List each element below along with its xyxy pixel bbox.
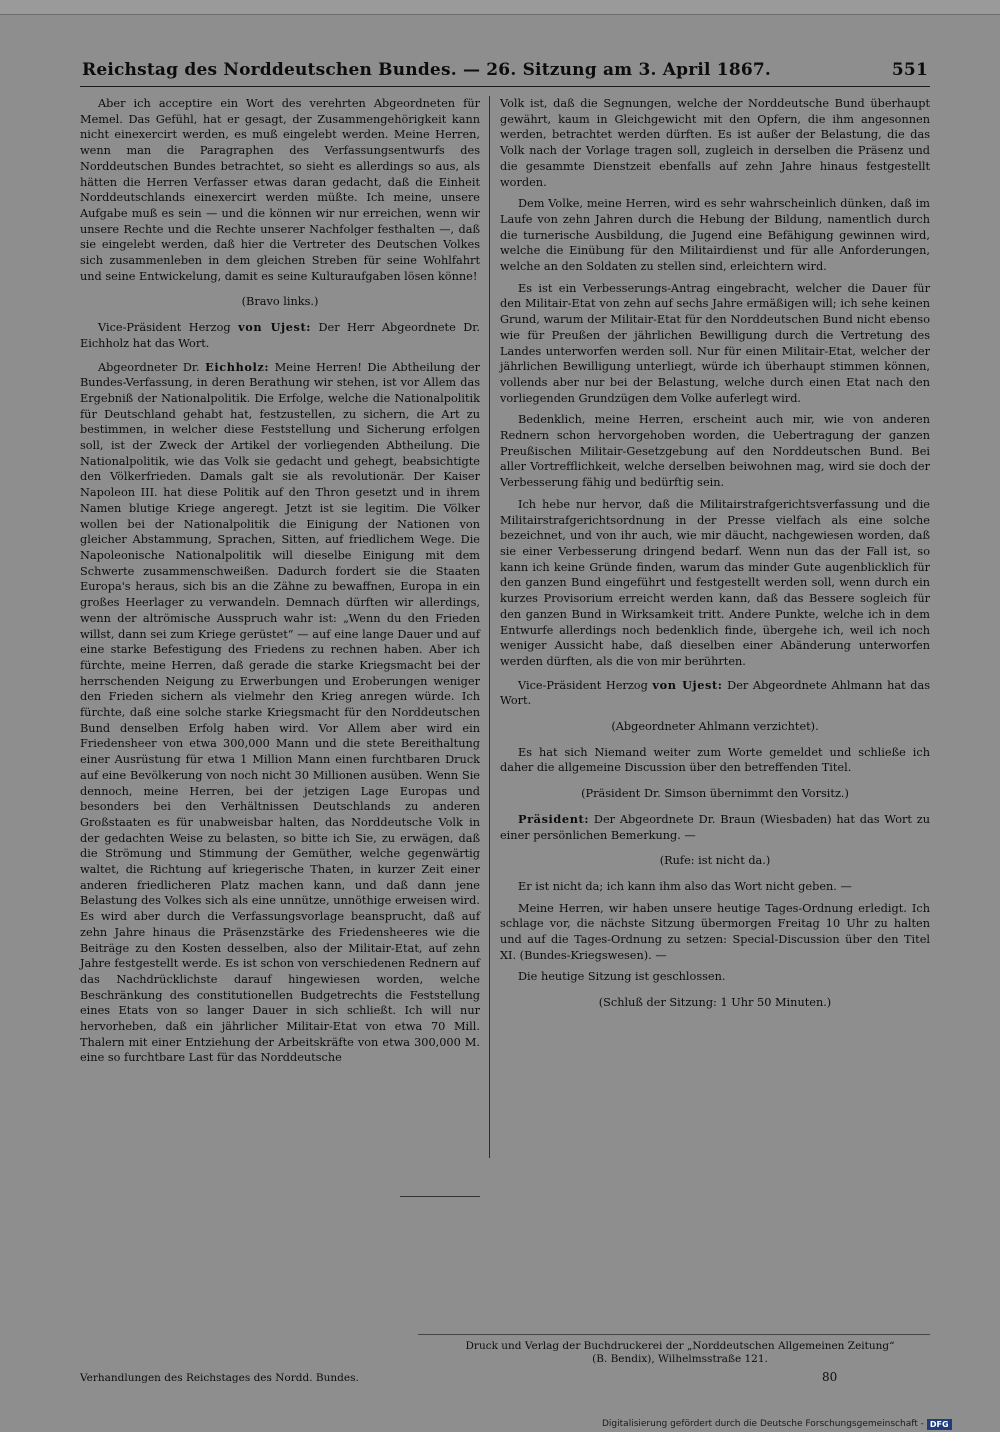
imprint-rule: [418, 1334, 930, 1335]
end-of-text-rule: [400, 1196, 480, 1197]
header-rule: [80, 86, 930, 87]
column-divider: [489, 96, 490, 1158]
speech-text: Der Herr Abgeordnete Dr. Eichholz hat das Wort.: [80, 321, 480, 350]
speaker-name: Eichholz:: [205, 359, 270, 374]
imprint-line-2: (B. Bendix), Wilhelmsstraße 121.: [592, 1353, 768, 1365]
speaker-role: Vice-Präsident Herzog: [518, 678, 648, 692]
speaker-name: von Ujest:: [238, 320, 312, 335]
stage-direction: (Abgeordneter Ahlmann verzichtet).: [611, 720, 819, 734]
dfg-logo: DFG: [927, 1419, 952, 1430]
stage-direction: (Bravo links.): [241, 295, 319, 309]
speaker-paragraph: [80, 360, 480, 1067]
right-column: [500, 96, 930, 1021]
speaker-paragraph: [500, 678, 930, 709]
speech-text: Der Abgeordnete Ahlmann hat das Wort.: [500, 678, 931, 708]
body-paragraph: Meine Herren, wir haben unsere heutige Tages-Ordnung erledigt. Ich schlage vor, die nächste Sitzung übermorgen Freitag 10 Uhr zu halten und auf die Tages-Ordnung zu setzen: Special-Discussion über den Titel XI. (Bundes-Kriegswesen). —: [500, 901, 930, 962]
speaker-role: Vice-Präsident Herzog: [98, 321, 231, 335]
stage-direction: (Schluß der Sitzung: 1 Uhr 50 Minuten.): [598, 996, 832, 1010]
speaker-name: Präsident:: [518, 811, 590, 826]
speaker-name: von Ujest:: [652, 677, 723, 692]
scan-top-edge: [0, 0, 1000, 15]
printer-imprint: [430, 1340, 930, 1366]
footer-signature-number: 80: [822, 1370, 838, 1384]
footer-source: Verhandlungen des Reichstages des Nordd. Bundes.: [80, 1372, 359, 1384]
digitization-credit: [602, 1417, 952, 1431]
stage-direction: (Präsident Dr. Simson übernimmt den Vorsitz.): [581, 787, 849, 801]
body-paragraph: Aber ich acceptire ein Wort des verehrten Abgeordneten für Memel. Das Gefühl, hat er gesagt, der Zusammengehörigkeit kann nicht einexercirt werden, es muß eingelebt werden. Meine Herren, wenn man die Paragraphen des Verfassungsentwurfs des Norddeutschen Bundes betrachtet, so sieht es allerdings so aus, als hätten die Herren Verfasser etwas daran gedacht, daß die Einheit Norddeutschlands einexercirt werden müßte. Ich meine, unsere Aufgabe muß es sein — und die können wir nur erreichen, wenn wir unsere Rechte und die Rechte unserer Nachfolger festhalten —, daß sie eingelebt werden, daß hier die Vertreter des Deutschen Volkes sich zusammenleben in dem gleichen Streben für seine Wohlfahrt und seine Entwickelung, damit es seine Kulturaufgaben lösen könne!: [80, 97, 480, 283]
header-title: Reichstag des Norddeutschen Bundes. — 26. Sitzung am 3. April 1867.: [82, 60, 772, 80]
body-paragraph: Es hat sich Niemand weiter zum Worte gemeldet und schließe ich daher die allgemeine Discussion über den betreffenden Titel.: [500, 745, 930, 775]
imprint-line-1: Druck und Verlag der Buchdruckerei der „Norddeutschen Allgemeinen Zeitung“: [465, 1340, 895, 1352]
stage-direction: (Rufe: ist nicht da.): [659, 854, 771, 868]
body-paragraph: Volk ist, daß die Segnungen, welche der Norddeutsche Bund überhaupt gewährt, kaum in Gleichgewicht mit den Opfern, die ihm angesonnen werden, betrachtet werden dürften. Es ist außer der Belastung, die das Volk nach der Vorlage tragen soll, zugleich in derselben die Präsenz und die gesammte Dienstzeit ebenfalls auf zehn Jahre hinaus festgestellt worden.: [500, 97, 930, 189]
page-number: 551: [891, 60, 928, 80]
left-column: [80, 96, 480, 1072]
running-header: [82, 60, 928, 82]
credit-text: Digitalisierung gefördert durch die Deutsche Forschungsgemeinschaft -: [602, 1419, 924, 1429]
speech-text: Meine Herren! Die Abtheilung der Bundes-Verfassung, in deren Berathung wir stehen, ist vor Allem das Ergebniß der Nationalpolitik. Die Erfolge, welche die Nationalpolitik für Deutschland gehabt hat, festzustellen, zu sichern, die Art zu bestimmen, in welcher diese Feststellung und Sicherung erfolgen soll, ist der Zweck der Artikel der vorliegenden Abtheilung. Die Nationalpolitik, wie das Volk sie gedacht und gehegt, beabsichtigte den Völkerfrieden. Damals galt sie als revolutionär. Der Kaiser Napoleon III. hat diese Politik auf den Thron gesetzt und in ihrem Namen blutige Kriege angeregt. Jetzt ist sie legitim. Die Völker wollen bei der Nationalpolitik die Einigung der Nationen von gleicher Abstammung, Sprachen, Sitten, auf friedlichem Wege. Die Napoleonische Nationalpolitik will dieselbe Einigung mit dem Schwerte zusammenschweißen. Dadurch fordert sie die Staaten Europa's heraus, sich bis an die Zähne zu bewaffnen, Europa in ein großes Heerlager zu verwandeln. Demnach dürften wir allerdings, wenn der altrömische Ausspruch wahr ist: „Wenn du den Frieden willst, dann sei zum Kriege gerüstet“ — auf eine lange Dauer und auf eine starke Befestigung des Friedens zu rechnen haben. Aber ich fürchte, meine Herren, daß gerade die starke Kriegsmacht bei der herrschenden Neigung zu Erwerbungen und Eroberungen weniger den Frieden sichern als vielmehr den Krieg anregen würde. Ich fürchte, daß eine solche starke Kriegsmacht für den Norddeutschen Bund denselben Erfolg haben wird. Vor Allem aber wird ein Friedensheer von etwa 300,000 Mann und die stete Bereithaltung einer Ausrüstung für etwa 1 Million Mann einen furchtbaren Druck auf eine Bevölkerung von noch nicht 30 Millionen ausüben. Wenn Sie dennoch, meine Herren, bei der jetzigen Lage Europas und besonders bei den Verhältnissen Deutschlands zu anderen Großstaaten es für unabweisbar halten, das Norddeutsche Volk in der gedachten Weise zu belasten, so bitte ich Sie, zu erwägen, daß die Strömung und Stimmung der Gemüther, welche gegenwärtig waltet, die Richtung auf kriegerische Thaten, in kurzer Zeit einer anderen friedlicheren Platz machen kann, und daß dann jene Belastung des Volkes sich als eine unnütze, unnöthige erweisen wird. Es wird aber durch die Verfassungsvorlage beansprucht, daß auf zehn Jahre hinaus die Präsenzstärke des Friedensheeres wie die Beiträge zu den Kosten desselben, also der Militair-Etat, auf zehn Jahre festgestellt werde. Es ist schon von verschiedenen Rednern auf das Nachdrücklichste darauf hingewiesen worden, welche Beschränkung des constitutionellen Budgetrechts die Feststellung eines Etats von so langer Dauer in sich schließt. Ich will nur hervorheben, daß ein jährlicher Militair-Etat von etwa 70 Mill. Thalern mit einer Entziehung der Arbeitskräfte von etwa 300,000 M. eine so furchtbare Last für das Norddeutsche: [80, 360, 480, 1065]
body-paragraph: Dem Volke, meine Herren, wird es sehr wahrscheinlich dünken, daß im Laufe von zehn Jahren durch die Hebung der Bildung, namentlich durch die turnerische Ausbildung, die Jugend eine Befähigung gewinnen wird, welche die Einübung für den Militairdienst und für alle Anforderungen, welche an den Soldaten zu stellen sind, erleichtern wird.: [500, 197, 930, 274]
body-paragraph: Die heutige Sitzung ist geschlossen.: [518, 970, 726, 984]
body-paragraph: Bedenklich, meine Herren, erscheint auch mir, wie von anderen Rednern schon hervorgehoben worden, die Uebertragung der ganzen Preußischen Militair-Gesetzgebung auf den Norddeutschen Bund. Bei aller Vortrefflichkeit, welche derselben beiwohnen mag, wird sie doch der Verbesserung fähig und bedürftig sein.: [500, 413, 930, 490]
body-paragraph: Er ist nicht da; ich kann ihm also das Wort nicht geben. —: [518, 879, 852, 893]
speaker-role: Abgeordneter Dr.: [98, 360, 200, 374]
speaker-paragraph: [80, 320, 480, 351]
speaker-paragraph: [500, 812, 930, 843]
body-paragraph: Ich hebe nur hervor, daß die Militairstrafgerichtsverfassung und die Militairstrafgerichtsordnung in der Presse vielfach als eine solche bezeichnet, und von ihr auch, wie mir däucht, nachgewiesen worden, daß sie einer Verbesserung dringend bedarf. Wenn nun das der Fall ist, so kann ich keine Gründe finden, warum das minder Gute augenblicklich für den ganzen Bund eingeführt und festgestellt werden soll, wenn durch ein kurzes Provisorium erreicht werden kann, daß das Bessere sogleich für den ganzen Bund in Wirksamkeit tritt. Andere Punkte, welche ich in dem Entwurfe allerdings noch bedenklich finde, übergehe ich, weil ich noch weniger Aussicht habe, daß dieselben einer Abänderung unterworfen werden dürften, als die von mir berührten.: [500, 497, 930, 668]
speech-text: Der Abgeordnete Dr. Braun (Wiesbaden) hat das Wort zu einer persönlichen Bemerkung. —: [500, 812, 930, 842]
body-paragraph: Es ist ein Verbesserungs-Antrag eingebracht, welcher die Dauer für den Militair-Etat von zehn auf sechs Jahre ermäßigen will; ich sehe keinen Grund, warum der Militair-Etat für den Norddeutschen Bund nicht ebenso wie für Preußen der jährlichen Bewilligung durch die Vertretung des Landes unterworfen werden soll. Nur für einen Militair-Etat, welcher der jährlichen Bewilligung unterliegt, würde ich überhaupt stimmen können, vollends aber nur bei der Belastung, welche durch einen Etat nach den vorliegenden Grundzügen dem Volke auferlegt wird.: [500, 281, 930, 405]
